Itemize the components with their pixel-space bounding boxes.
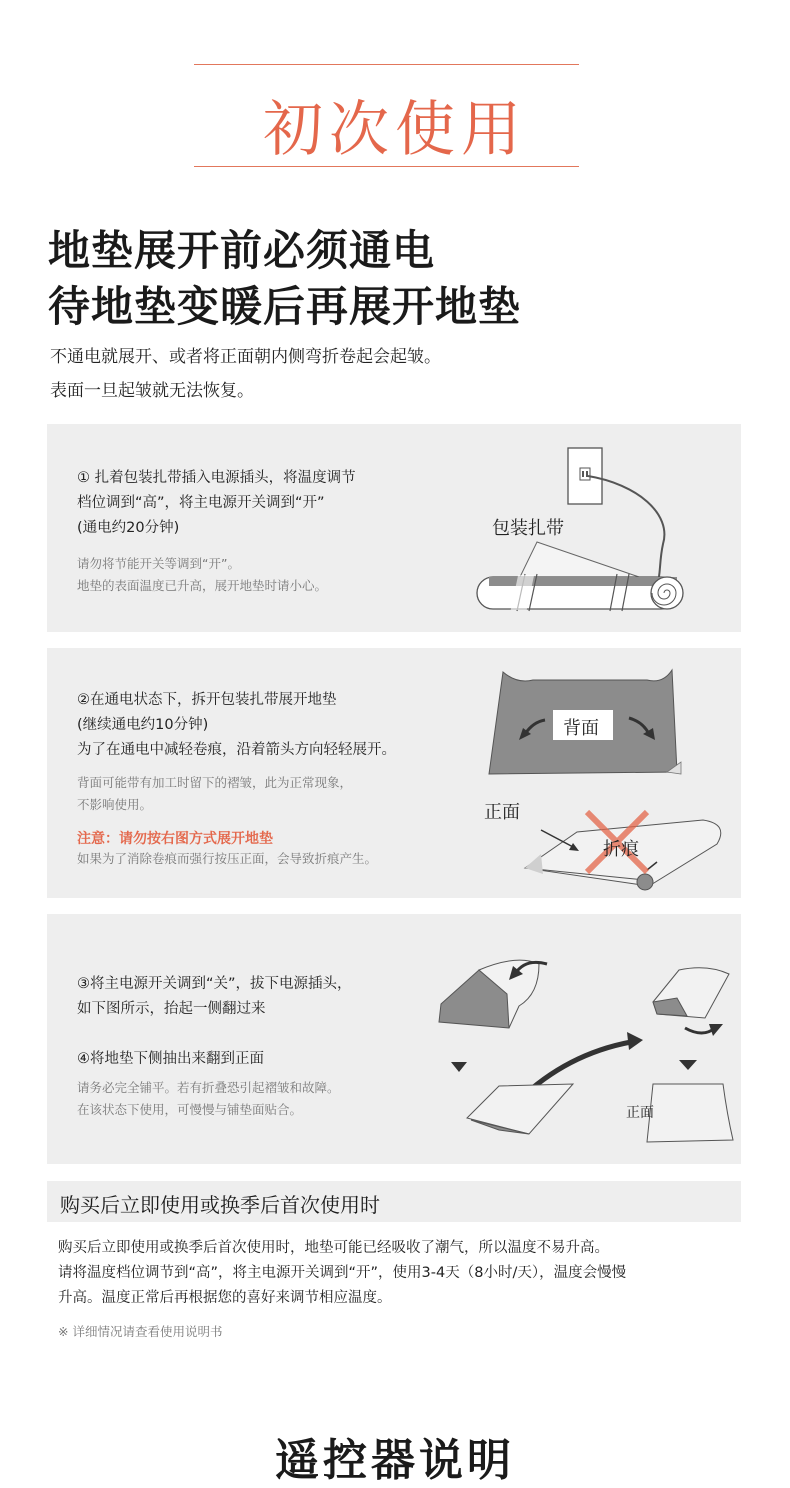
step1-note: 地垫的表面温度已升高，展开地垫时请小心。 bbox=[77, 578, 328, 593]
step2-line: (继续通电约10分钟) bbox=[77, 717, 209, 733]
step1-line: (通电约20分钟) bbox=[77, 520, 180, 536]
season-title: 购买后立即使用或换季后首次使用时 bbox=[60, 1193, 380, 1217]
mat-front-flat bbox=[647, 1084, 733, 1142]
title-rule-top bbox=[194, 64, 579, 65]
step3-line: 如下图所示，抬起一侧翻过来 bbox=[77, 1001, 266, 1017]
step1-line: ① 扎着包装扎带插入电源插头，将温度调节 bbox=[77, 470, 356, 486]
season-line: 请将温度档位调节到“高”，将主电源开关调到“开”，使用3-4天（8小时/天），温度会慢慢 bbox=[58, 1265, 627, 1281]
step3-text-a bbox=[77, 972, 352, 1022]
step1-line: 档位调到“高”，将主电源开关调到“开” bbox=[77, 495, 325, 511]
step2-note: 不影响使用。 bbox=[77, 797, 153, 812]
label-front-final: 正面 bbox=[626, 1105, 654, 1121]
step2-line: 为了在通电中减轻卷痕，沿着箭头方向轻轻展开。 bbox=[77, 742, 396, 758]
mat-pull-out bbox=[467, 1084, 573, 1134]
step2-warning: 注意：请勿按右图方式展开地垫 bbox=[77, 831, 273, 847]
step3-panel bbox=[47, 914, 741, 1164]
label-back-side: 背面 bbox=[563, 718, 599, 739]
down-arrow-icon bbox=[451, 1062, 467, 1072]
step3-notes bbox=[77, 1077, 340, 1121]
section-title: 初次使用 bbox=[263, 95, 527, 165]
step2-figure bbox=[467, 662, 727, 894]
season-line: 购买后立即使用或换季后首次使用时，地垫可能已经吸收了潮气，所以温度不易升高。 bbox=[58, 1240, 609, 1256]
step1-panel bbox=[47, 424, 741, 632]
intro-line-1: 不通电就展开、或者将正面朝内侧弯折卷起会起皱。 bbox=[50, 347, 441, 367]
step2-notes bbox=[77, 772, 352, 816]
step3-note: 在该状态下使用，可慢慢与铺垫面贴合。 bbox=[77, 1102, 303, 1117]
step2-line: ②在通电状态下，拆开包装扎带展开地垫 bbox=[77, 692, 337, 708]
label-crease: 折痕 bbox=[603, 839, 639, 860]
step2-panel bbox=[47, 648, 741, 898]
step1-notes bbox=[77, 553, 327, 597]
step3-line: ③将主电源开关调到“关”，拔下电源插头， bbox=[77, 976, 352, 992]
intro-line-2: 表面一旦起皱就无法恢复。 bbox=[50, 381, 254, 401]
step2-warning-note: 如果为了消除卷痕而强行按压正面，会导致折痕产生。 bbox=[77, 851, 378, 866]
label-packing-strap: 包装扎带 bbox=[492, 518, 564, 539]
step3-figure bbox=[417, 944, 737, 1150]
step1-note: 请勿将节能开关等调到“开”。 bbox=[77, 556, 240, 571]
title-rule-bottom bbox=[194, 166, 579, 167]
season-band bbox=[47, 1181, 741, 1222]
step2-text bbox=[77, 688, 396, 763]
step3-note: 请务必完全铺平。若有折叠恐引起褶皱和故障。 bbox=[77, 1080, 340, 1095]
footnote: ※ 详细情况请查看使用说明书 bbox=[58, 1324, 223, 1339]
step2-note: 背面可能带有加工时留下的褶皱，此为正常现象， bbox=[77, 775, 353, 790]
next-section-title: 遥控器说明 bbox=[275, 1435, 515, 1486]
step3-text-b: ④将地垫下侧抽出来翻到正面 bbox=[77, 1051, 264, 1067]
step1-text bbox=[77, 466, 356, 541]
season-paragraph bbox=[58, 1236, 626, 1311]
headline-line-1: 地垫展开前必须通电 bbox=[48, 226, 436, 275]
label-front-side: 正面 bbox=[484, 802, 520, 823]
headline-line-2: 待地垫变暖后再展开地垫 bbox=[48, 282, 522, 331]
down-arrow-icon bbox=[679, 1060, 697, 1070]
season-line: 升高。温度正常后再根据您的喜好来调节相应温度。 bbox=[58, 1290, 392, 1306]
